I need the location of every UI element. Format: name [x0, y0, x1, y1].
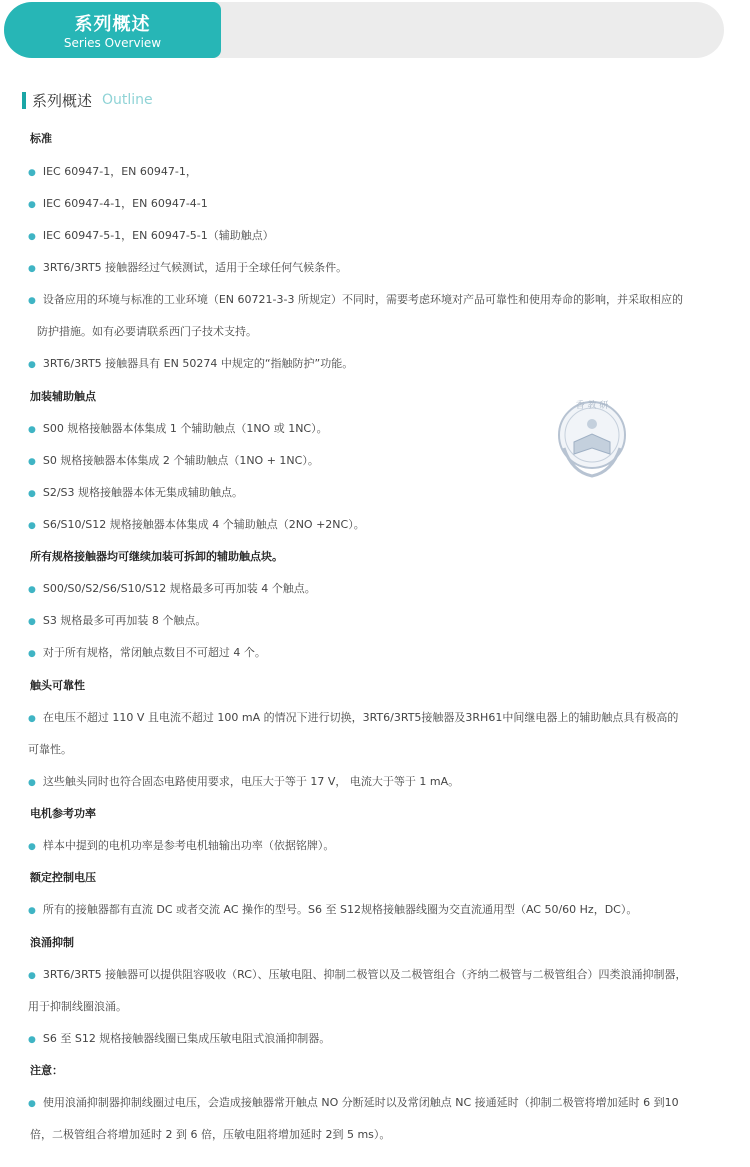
list-item: ● IEC 60947-1，EN 60947-1， — [28, 165, 197, 178]
list-item: ● S6/S10/S12 规格接触器本体集成 4 个辅助触点（2NO +2NC）。 — [28, 518, 365, 531]
list-item: ● IEC 60947-4-1，EN 60947-4-1 — [28, 197, 208, 210]
bullet-icon: ● — [28, 425, 36, 435]
heading-aux-contacts: 加装辅助触点 — [30, 390, 96, 403]
heading-reliability: 触头可靠性 — [30, 679, 85, 692]
list-item: ● 对于所有规格，常闭触点数目不可超过 4 个。 — [28, 646, 266, 659]
bullet-icon: ● — [28, 585, 36, 595]
bullet-icon: ● — [28, 842, 36, 852]
section-title-cn: 系列概述 — [32, 91, 93, 110]
bullet-icon: ● — [28, 489, 36, 499]
list-item: ● 设备应用的环境与标准的工业环境（EN 60721-3-3 所规定）不同时，需要考虑环境对产品可靠性和使用寿命的影响，并采取相应的 — [28, 293, 683, 306]
tab-title-cn: 系列概述 — [74, 14, 151, 35]
list-item-continuation: 防护措施。如有必要请联系西门子技术支持。 — [37, 325, 257, 338]
list-item: ● 3RT6/3RT5 接触器具有 EN 50274 中规定的“指触防护”功能。 — [28, 357, 354, 370]
bullet-icon: ● — [28, 521, 36, 531]
bullet-icon: ● — [28, 264, 36, 274]
section-title-marker — [22, 92, 26, 109]
series-overview-tab[interactable] — [4, 2, 221, 58]
list-item: ● 样本中提到的电机功率是参考电机轴输出功率（依据铭牌）。 — [28, 839, 335, 852]
tab-title-en: Series Overview — [63, 36, 162, 50]
list-item: ● 在电压不超过 110 V 且电流不超过 100 mA 的情况下进行切换，3RT6/3RT5接触器及3RH61中间继电器上的辅助触点具有极高的 — [28, 711, 679, 724]
heading-removable-blocks: 所有规格接触器均可继续加装可拆卸的辅助触点块。 — [30, 550, 283, 563]
heading-control-voltage: 额定控制电压 — [30, 871, 96, 884]
section-title-en: Outline — [102, 92, 153, 108]
bullet-icon: ● — [28, 457, 36, 467]
bullet-icon: ● — [28, 649, 36, 659]
list-item: ● 使用浪涌抑制器抑制线圈过电压，会造成接触器常开触点 NO 分断延时以及常闭触点 NC 接通延时（抑制二极管将增加延时 6 到10 — [28, 1096, 679, 1109]
bullet-icon: ● — [28, 232, 36, 242]
bullet-icon: ● — [28, 1035, 36, 1045]
bullet-icon: ● — [28, 168, 36, 178]
heading-motor-power: 电机参考功率 — [30, 807, 96, 820]
list-item: ● 3RT6/3RT5 接触器可以提供阻容吸收（RC）、压敏电阻、抑制二极管以及二极管组合（齐纳二极管与二极管组合）四类浪涌抑制器， — [28, 968, 687, 981]
list-item-continuation: 倍，二极管组合将增加延时 2 到 6 倍，压敏电阻将增加延时 2到 5 ms）。 — [30, 1128, 391, 1141]
list-item: ● S00/S0/S2/S6/S10/S12 规格最多可再加装 4 个触点。 — [28, 582, 316, 595]
bullet-icon: ● — [28, 714, 36, 724]
list-item: ● S2/S3 规格接触器本体无集成辅助触点。 — [28, 486, 244, 499]
list-item-continuation: 用于抑制线圈浪涌。 — [28, 1000, 127, 1013]
bullet-icon: ● — [28, 360, 36, 370]
heading-standard: 标准 — [30, 132, 52, 145]
bullet-icon: ● — [28, 778, 36, 788]
heading-note: 注意： — [30, 1064, 63, 1077]
heading-surge-suppression: 浪涌抑制 — [30, 936, 74, 949]
list-item: ● IEC 60947-5-1，EN 60947-5-1（辅助触点） — [28, 229, 274, 242]
bullet-icon: ● — [28, 1099, 36, 1109]
section-title — [22, 91, 153, 109]
list-item: ● S6 至 S12 规格接触器线圈已集成压敏电阻式浪涌抑制器。 — [28, 1032, 331, 1045]
list-item: ● 所有的接触器都有直流 DC 或者交流 AC 操作的型号。S6 至 S12规格接触器线圈为交直流通用型（AC 50/60 Hz，DC）。 — [28, 903, 638, 916]
watermark-stamp — [552, 390, 632, 490]
bullet-icon: ● — [28, 971, 36, 981]
bullet-icon: ● — [28, 296, 36, 306]
list-item: ● S3 规格最多可再加装 8 个触点。 — [28, 614, 207, 627]
svg-text:香 教 研: 香 教 研 — [575, 401, 609, 411]
bullet-icon: ● — [28, 617, 36, 627]
list-item: ● S0 规格接触器本体集成 2 个辅助触点（1NO + 1NC）。 — [28, 454, 319, 467]
bullet-icon: ● — [28, 200, 36, 210]
list-item: ● S00 规格接触器本体集成 1 个辅助触点（1NO 或 1NC）。 — [28, 422, 328, 435]
list-item-continuation: 可靠性。 — [28, 743, 72, 756]
list-item: ● 这些触头同时也符合固态电路使用要求，电压大于等于 17 V， 电流大于等于 1 mA。 — [28, 775, 460, 788]
list-item: ● 3RT6/3RT5 接触器经过气候测试，适用于全球任何气候条件。 — [28, 261, 348, 274]
bullet-icon: ● — [28, 906, 36, 916]
